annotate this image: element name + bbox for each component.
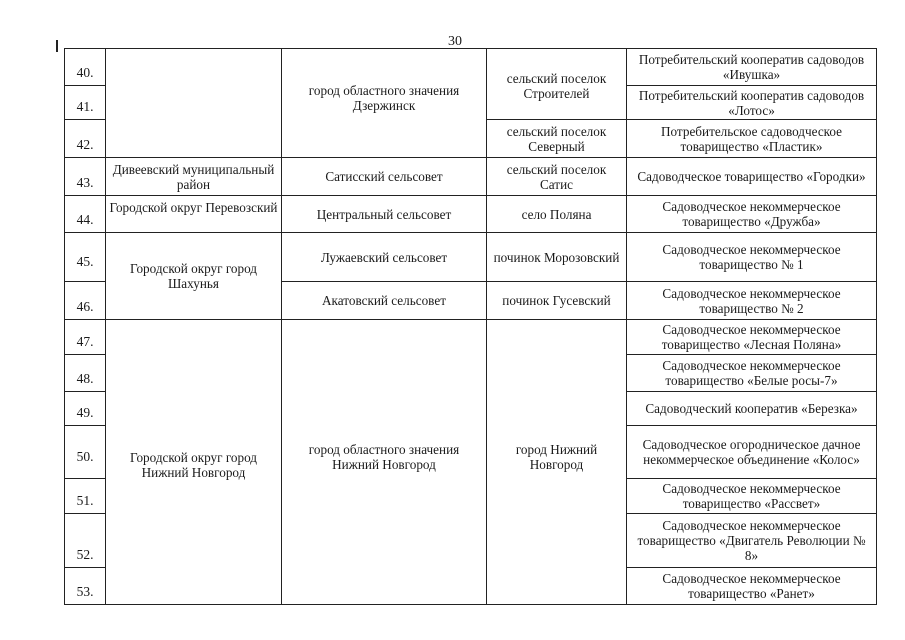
organization-cell: Садоводческое некоммерческое товарищество «Ранет» <box>627 568 877 605</box>
council-cell: Сатисский сельсовет <box>282 158 487 196</box>
council-cell: Центральный сельсовет <box>282 196 487 233</box>
row-number: 48. <box>65 355 106 392</box>
registry-table <box>64 48 877 605</box>
organization-cell: Садоводческое некоммерческое товарищество № 1 <box>627 233 877 282</box>
settlement-cell: село Поляна <box>487 196 627 233</box>
settlement-cell: починок Морозовский <box>487 233 627 282</box>
settlement-cell: город Нижний Новгород <box>487 320 627 605</box>
city-cell: город областного значения Дзержинск <box>282 49 487 158</box>
organization-cell: Садоводческое некоммерческое товарищество «Белые росы-7» <box>627 355 877 392</box>
table-row <box>65 49 877 86</box>
district-cell: Городской округ город Нижний Новгород <box>106 320 282 605</box>
row-number: 43. <box>65 158 106 196</box>
district-cell-empty <box>106 49 282 158</box>
organization-cell: Садоводческое некоммерческое товарищество «Дружба» <box>627 196 877 233</box>
table-row <box>65 233 877 282</box>
organization-cell: Садоводческий кооператив «Березка» <box>627 392 877 426</box>
district-cell: Дивеевский муниципальный район <box>106 158 282 196</box>
settlement-cell: сельский поселок Сатис <box>487 158 627 196</box>
council-cell: Лужаевский сельсовет <box>282 233 487 282</box>
settlement-cell: сельский поселок Строителей <box>487 49 627 120</box>
row-number: 49. <box>65 392 106 426</box>
row-number: 53. <box>65 568 106 605</box>
row-number: 46. <box>65 282 106 320</box>
settlement-cell: починок Гусевский <box>487 282 627 320</box>
organization-cell: Потребительское садоводческое товарищество «Пластик» <box>627 120 877 158</box>
organization-cell: Садоводческое товарищество «Городки» <box>627 158 877 196</box>
settlement-cell: сельский поселок Северный <box>487 120 627 158</box>
organization-cell: Садоводческое некоммерческое товарищество «Рассвет» <box>627 479 877 514</box>
organization-cell: Садоводческое некоммерческое товарищество № 2 <box>627 282 877 320</box>
organization-cell: Потребительский кооператив садоводов «Ивушка» <box>627 49 877 86</box>
row-number: 45. <box>65 233 106 282</box>
table-row <box>65 196 877 233</box>
margin-mark <box>56 40 58 52</box>
district-cell: Городской округ город Шахунья <box>106 233 282 320</box>
row-number: 42. <box>65 120 106 158</box>
district-cell: Городской округ Перевозский <box>106 196 282 233</box>
council-cell: Акатовский сельсовет <box>282 282 487 320</box>
row-number: 50. <box>65 426 106 479</box>
row-number: 44. <box>65 196 106 233</box>
organization-cell: Садоводческое некоммерческое товарищество «Двигатель Революции № 8» <box>627 514 877 568</box>
row-number: 40. <box>65 49 106 86</box>
organization-cell: Садоводческое некоммерческое товарищество «Лесная Поляна» <box>627 320 877 355</box>
row-number: 51. <box>65 479 106 514</box>
organization-cell: Садоводческое огородническое дачное некоммерческое объединение «Колос» <box>627 426 877 479</box>
city-cell: город областного значения Нижний Новгород <box>282 320 487 605</box>
row-number: 41. <box>65 86 106 120</box>
page-number: 30 <box>448 34 462 49</box>
table-row <box>65 320 877 355</box>
table-row <box>65 158 877 196</box>
row-number: 52. <box>65 514 106 568</box>
organization-cell: Потребительский кооператив садоводов «Лотос» <box>627 86 877 120</box>
row-number: 47. <box>65 320 106 355</box>
